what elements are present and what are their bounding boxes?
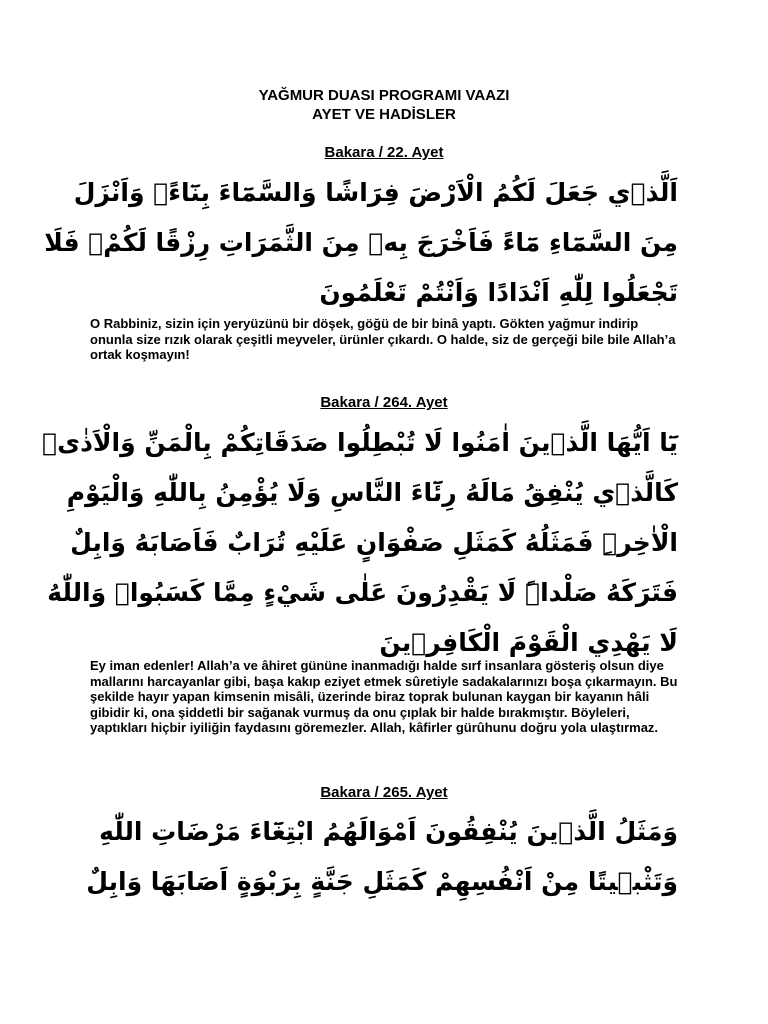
document-title-line1: YAĞMUR DUASI PROGRAMI VAAZI (258, 87, 510, 104)
arabic-line: اَلَّذ۪ي جَعَلَ لَكُمُ الْاَرْضَ فِرَاشًا وَالسَّمَٓاءَ بِنَٓاءًۖ وَاَنْزَلَ (73, 178, 678, 207)
arabic-line: وَمَثَلُ الَّذ۪ينَ يُنْفِقُونَ اَمْوَالَهُمُ ابْتِغَٓاءَ مَرْضَاتِ اللّٰهِ (99, 817, 678, 846)
translation-bakara-22: O Rabbiniz, sizin için yeryüzünü bir döşek, göğü de bir binâ yaptı. Gökten yağmur indirip onunla size rızık olarak çeşitli meyveler, ürünler çıkardı. O halde, siz de gerçeği bile bile Allah’a ortak koşmayın! (90, 316, 676, 362)
section-heading-bakara-265: Bakara / 265. Ayet (320, 784, 448, 801)
arabic-verse-bakara-265 (86, 807, 678, 907)
arabic-verse-bakara-264 (42, 418, 678, 668)
translation-bakara-264: Ey iman edenler! Allah’a ve âhiret gününe inanmadığı halde sırf insanlara gösteriş olsun diye mallarını harcayanlar gibi, başa kakıp eziyet etmek sûretiyle sadakalarınızı boşa çıkarmayın. Bu şekilde hayır yapan kimsenin misâli, üzerinde biraz toprak bulunan kaygan bir kayanın hâli gibidir ki, ona şiddetli bir sağanak vurmuş da onu çıplak bir halde bırakmıştır. Böyleleri, yaptıkları hiçbir iyiliğin faydasını göremezler. Allah, kâfirler gürûhunu doğru yola ulaştırmaz. (90, 658, 678, 735)
section-heading-bakara-264: Bakara / 264. Ayet (320, 394, 448, 411)
arabic-line: فَتَرَكَهُ صَلْداًۜ لَا يَقْدِرُونَ عَلٰى شَيْءٍ مِمَّا كَسَبُواۜ وَاللّٰهُ (47, 578, 678, 607)
document-title-line2: AYET VE HADİSLER (312, 106, 456, 123)
arabic-line: وَتَثْب۪يتًا مِنْ اَنْفُسِهِمْ كَمَثَلِ جَنَّةٍ بِرَبْوَةٍ اَصَابَهَا وَابِلٌ (86, 867, 678, 896)
arabic-line: الْاٰخِرِۜ فَمَثَلُهُ كَمَثَلِ صَفْوَانٍ عَلَيْهِ تُرَابٌ فَاَصَابَهُ وَابِلٌ (70, 528, 678, 557)
arabic-line: تَجْعَلُوا لِلّٰهِ اَنْدَادًا وَاَنْتُمْ تَعْلَمُونَ (319, 278, 678, 307)
arabic-line: مِنَ السَّمَٓاءِ مَٓاءً فَاَخْرَجَ بِه۪ مِنَ الثَّمَرَاتِ رِزْقًا لَكُمْۚ فَلَا (44, 228, 678, 257)
section-heading-bakara-22: Bakara / 22. Ayet (324, 144, 444, 161)
arabic-line: يَٓا اَيُّهَا الَّذ۪ينَ اٰمَنُوا لَا تُبْطِلُوا صَدَقَاتِكُمْ بِالْمَنِّ وَالْاَذٰىۙ (42, 428, 678, 457)
arabic-line: لَا يَهْدِي الْقَوْمَ الْكَافِر۪ينَ (379, 628, 678, 657)
arabic-line: كَالَّذ۪ي يُنْفِقُ مَالَهُ رِئَٓاءَ النَّاسِ وَلَا يُؤْمِنُ بِاللّٰهِ وَالْيَوْمِ (66, 478, 678, 507)
arabic-verse-bakara-22 (44, 168, 678, 318)
